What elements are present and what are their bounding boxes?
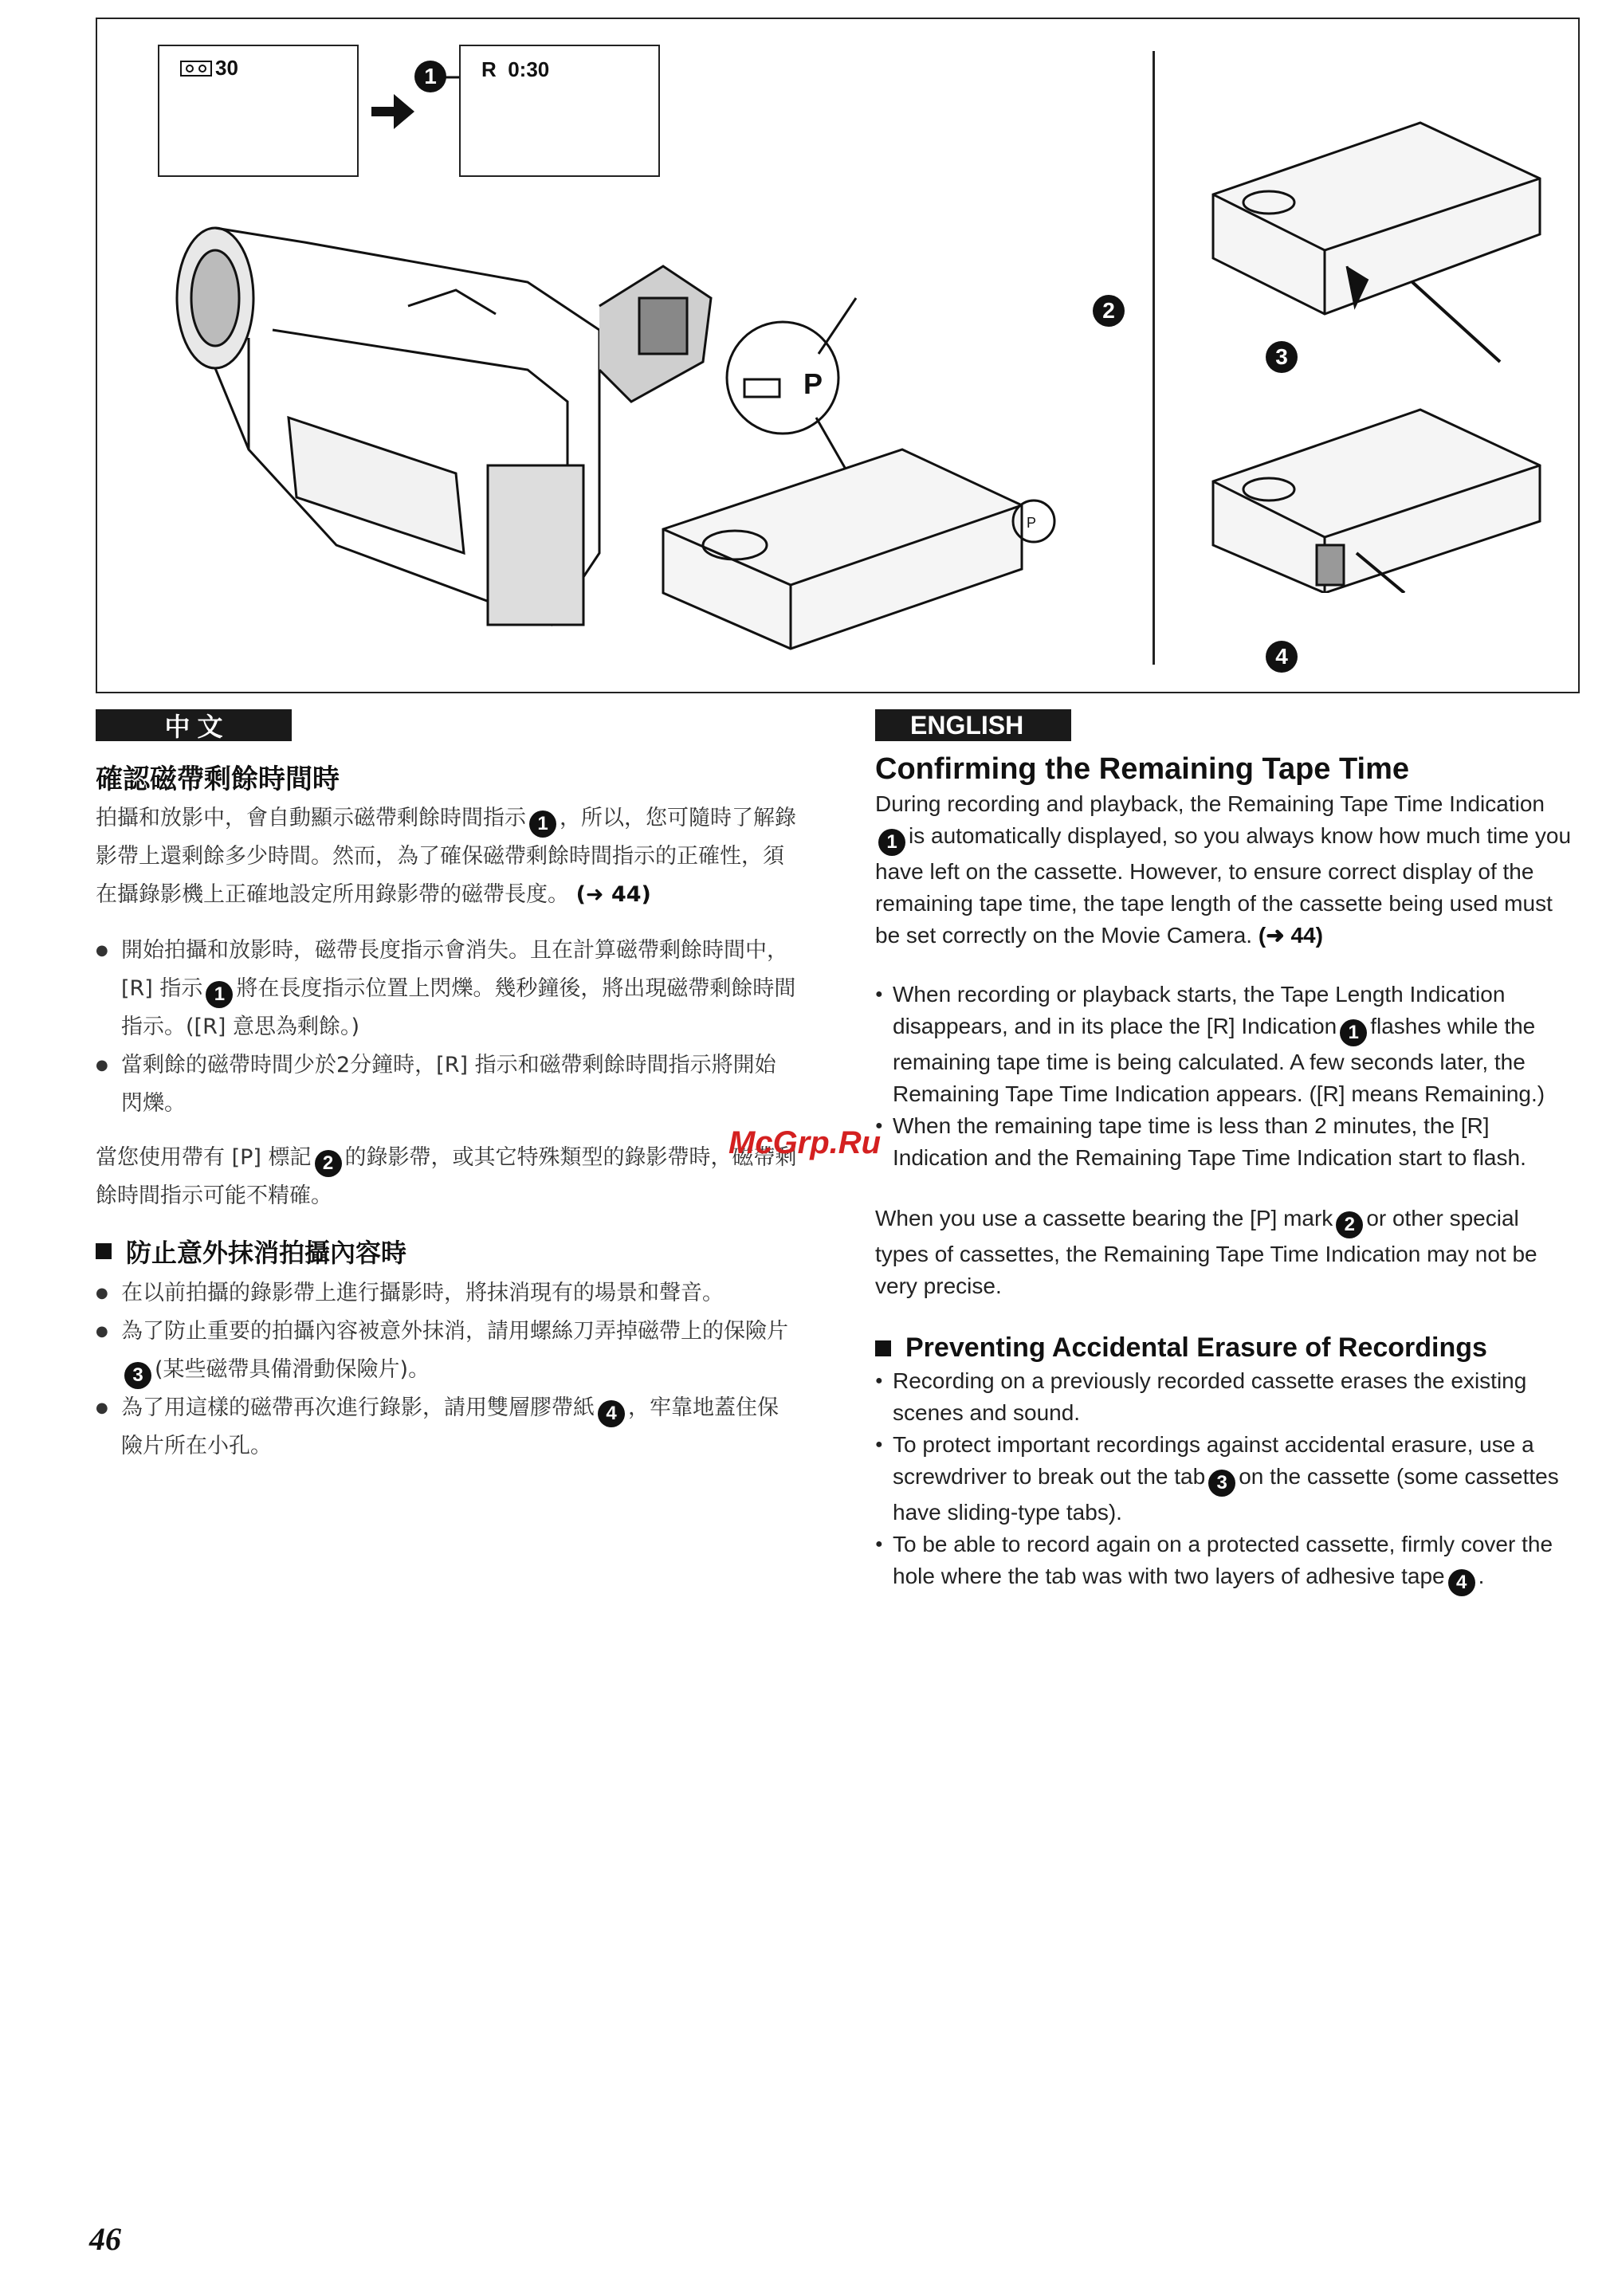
- callout-1: 1: [414, 61, 446, 92]
- indicator-2-icon: 2: [1336, 1211, 1363, 1238]
- english-lang-label: ENGLISH: [910, 710, 1024, 740]
- list-item: ● When recording or playback starts, the Tape Length Indication disappears, and in its place the [R] Indication 1 flashes while the remaining tape time is being calculated. A few seconds later, the Remaining Tape Time Indication appears. ([R] means Remaining.): [875, 979, 1577, 1110]
- display-screen-tape-length: [158, 45, 359, 177]
- tape-length-value: 30: [215, 56, 238, 80]
- cassette-with-p-mark: [647, 290, 1094, 657]
- cassette-tab-removal: [1197, 91, 1564, 378]
- list-item: ● 當剩餘的磁帶時間少於2分鐘時，[R] 指示和磁帶剩餘時間指示將開始閃爍。: [96, 1046, 797, 1123]
- indicator-4-icon: 4: [598, 1400, 625, 1427]
- display-screen-remaining: [459, 45, 660, 177]
- p-mark-label: P: [803, 367, 823, 400]
- arrow-right-icon: [371, 92, 416, 131]
- indicator-1-icon: 1: [206, 981, 233, 1008]
- english-p-mark-note: When you use a cassette bearing the [P] mark 2 or other special types of cassettes, the Remaining Tape Time Indication may not be very precise.: [875, 1206, 1537, 1298]
- square-bullet-icon: [875, 1340, 891, 1356]
- remaining-time-value: R 0:30: [481, 57, 550, 81]
- list-item: ● 開始拍攝和放影時，磁帶長度指示會消失。且在計算磁帶剩餘時間中，[R] 指示 1 將在長度指示位置上閃爍。幾秒鐘後，將出現磁帶剩餘時間指示。([R] 意思為剩餘。): [96, 932, 797, 1046]
- tab-p-label: P: [1027, 515, 1037, 531]
- english-section-list: [875, 1365, 1577, 1596]
- list-item: ● 為了用這樣的磁帶再次進行錄影，請用雙層膠帶紙 4 ，牢靠地蓋住保險片所在小孔。: [96, 1389, 797, 1466]
- watermark: McGrp.Ru: [728, 1125, 882, 1160]
- callout-4: 4: [1266, 641, 1298, 673]
- indicator-2-icon: 2: [315, 1150, 342, 1177]
- page-number: 46: [89, 2221, 121, 2257]
- english-section-heading: Preventing Accidental Erasure of Recordings: [875, 1332, 1577, 1364]
- english-title: Confirming the Remaining Tape Time: [875, 752, 1409, 786]
- chinese-section-heading: 防止意外抹消拍攝內容時: [96, 1233, 797, 1270]
- chinese-title: 確認磁帶剩餘時間時: [96, 763, 340, 795]
- indicator-1-icon: 1: [529, 810, 556, 838]
- figure-divider: [1153, 51, 1155, 665]
- list-item: ● 在以前拍攝的錄影帶上進行攝影時，將抹消現有的場景和聲音。: [96, 1274, 797, 1313]
- indicator-4-icon: 4: [1448, 1569, 1475, 1596]
- chinese-section-list: [96, 1274, 797, 1466]
- indicator-3-icon: 3: [124, 1362, 151, 1389]
- chinese-lang-label: 中 文: [164, 712, 223, 741]
- list-item: ● Recording on a previously recorded cassette erases the existing scenes and sound.: [875, 1365, 1577, 1429]
- english-lang-bar: [875, 709, 1071, 741]
- illustration-frame: [96, 18, 1580, 693]
- list-item: ● To be able to record again on a protected cassette, firmly cover the hole where the tab was with two layers of adhesive tape 4 .: [875, 1529, 1577, 1596]
- list-item: ● To protect important recordings against accidental erasure, use a screwdriver to break out the tab 3 on the cassette (some cassettes have sliding-type tabs).: [875, 1429, 1577, 1529]
- cassette-tape-covered: [1197, 386, 1564, 593]
- cassette-icon: [180, 61, 212, 77]
- callout-3: 3: [1266, 341, 1298, 373]
- chinese-lang-bar: [96, 709, 292, 741]
- indicator-3-icon: 3: [1208, 1470, 1235, 1497]
- chinese-intro: 拍攝和放影中，會自動顯示磁帶剩餘時間指示 1 ，所以，您可隨時了解錄影帶上還剩餘多少時間。然而，為了確保磁帶剩餘時間指示的正確性，須在攝錄影機上正確地設定所用錄影帶的磁帶長度。 (➜ 44): [96, 806, 796, 907]
- indicator-1-icon: 1: [1340, 1019, 1367, 1046]
- english-bullet-list: [875, 979, 1577, 1174]
- chinese-bullet-list: [96, 932, 797, 1123]
- english-column: [875, 709, 1577, 1596]
- chinese-p-mark-note: 當您使用帶有 [P] 標記 2 的錄影帶，或其它特殊類型的錄影帶時，磁帶剩餘時間指示可能不精確。: [96, 1145, 797, 1208]
- english-intro: During recording and playback, the Remaining Tape Time Indication1 is automatically displayed, so you always know how much time you have left on the cassette. However, to ensure correct display of the remaining tape time, the tape length of the cassette being used must be set correctly on the Movie Camera. (➜ 44): [875, 791, 1572, 948]
- square-bullet-icon: [96, 1243, 112, 1259]
- list-item: ● 為了防止重要的拍攝內容被意外抹消，請用螺絲刀弄掉磁帶上的保險片3 (某些磁帶具備滑動保險片)。: [96, 1313, 797, 1389]
- callout-2: 2: [1093, 295, 1125, 327]
- list-item: ● When the remaining tape time is less than 2 minutes, the [R] Indication and the Remaining Tape Time Indication start to flash.: [875, 1110, 1577, 1174]
- indicator-1-icon: 1: [878, 829, 905, 856]
- chinese-column: [96, 709, 797, 1466]
